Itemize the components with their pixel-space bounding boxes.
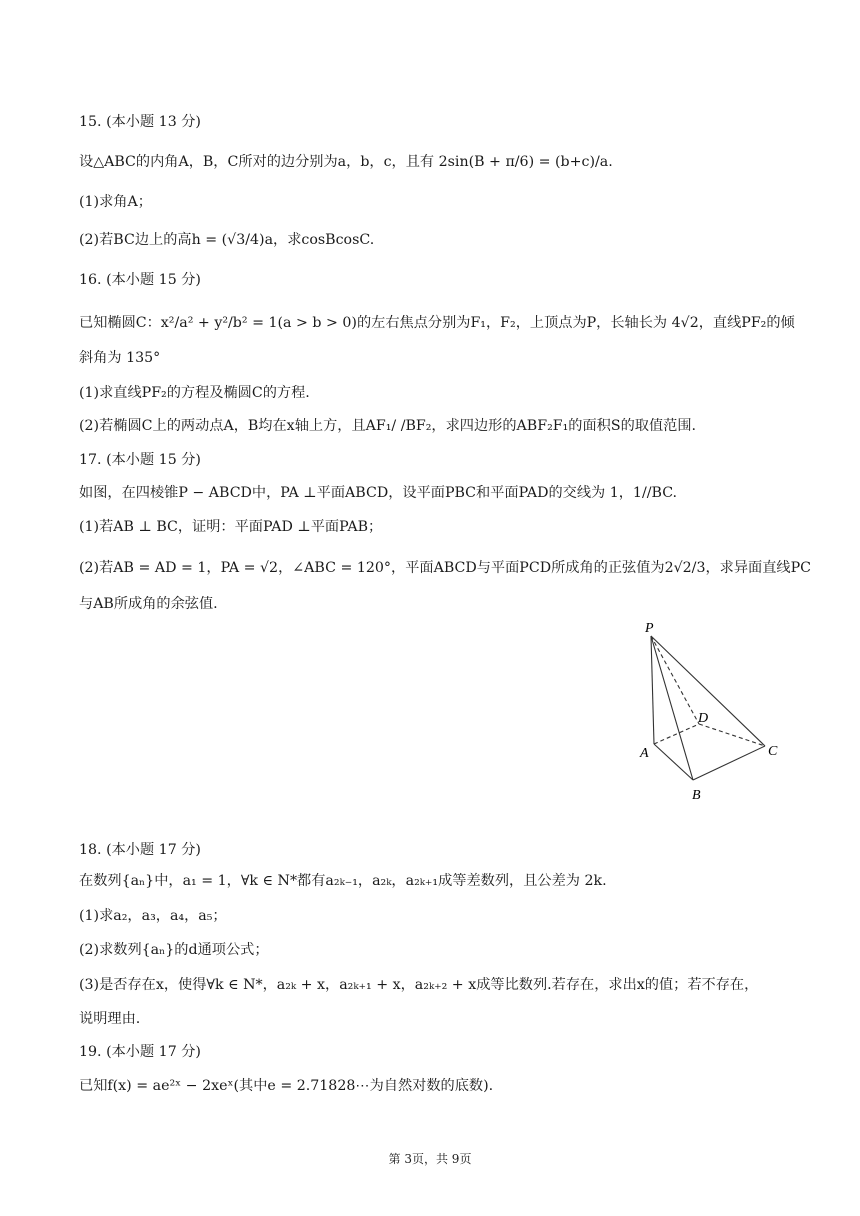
- line-18-part3: (3)是否存在x，使得∀k ∈ N*，a₂ₖ + x，a₂ₖ₊₁ + x，a₂ₖ₊₂ + x成等比数列.若存在，求出x的值；若不存在，: [79, 977, 759, 993]
- vertex-b-label: B: [692, 788, 701, 802]
- pyramid-figure: [630, 622, 790, 802]
- line-16-part2: (2)若椭圆C上的两动点A，B均在x轴上方，且AF₁/ /BF₂，求四边形的ABF₂F₁的面积S的取值范围.: [79, 418, 697, 434]
- line-19-title: 19. (本小题 17 分): [79, 1044, 201, 1060]
- page-footer: 第 3页，共 9页: [388, 1152, 472, 1166]
- line-18-title: 18. (本小题 17 分): [79, 842, 201, 858]
- line-18-stem: 在数列{aₙ}中，a₁ = 1，∀k ∈ N*都有a₂ₖ₋₁，a₂ₖ，a₂ₖ₊₁成等差数列，且公差为 2k.: [79, 873, 607, 889]
- line-17-part1: (1)若AB ⊥ BC，证明：平面PAD ⊥平面PAB；: [79, 519, 383, 535]
- line-17-title: 17. (本小题 15 分): [79, 452, 201, 468]
- vertex-d-label: D: [698, 711, 709, 726]
- line-18-part3-cont: 说明理由.: [79, 1011, 141, 1027]
- vertex-a-label: A: [640, 746, 649, 761]
- line-19-stem: 已知f(x) = ae²ˣ − 2xeˣ(其中e = 2.71828⋯为自然对数的底数).: [79, 1078, 494, 1094]
- line-15-title: 15. (本小题 13 分): [79, 114, 201, 130]
- vertex-c-label: C: [768, 744, 778, 759]
- line-16-stem: 已知椭圆C：x²/a² + y²/b² = 1(a > b > 0)的左右焦点分别为F₁，F₂，上顶点为P，长轴长为 4√2，直线PF₂的倾: [79, 315, 795, 331]
- line-15-stem: 设△ABC的内角A，B，C所对的边分别为a，b，c，且有 2sin(B + π/6) = (b+c)/a.: [79, 154, 613, 170]
- line-15-part2: (2)若BC边上的高h = (√3/4)a，求cosBcosC.: [79, 232, 375, 248]
- line-17-part2-cont: 与AB所成角的余弦值.: [79, 596, 218, 612]
- line-16-title: 16. (本小题 15 分): [79, 272, 201, 288]
- line-18-part1: (1)求a₂，a₃，a₄，a₅；: [79, 908, 227, 924]
- line-18-part2: (2)求数列{aₙ}的d通项公式；: [79, 942, 269, 958]
- vertex-p-label: P: [645, 622, 654, 636]
- line-17-part2: (2)若AB = AD = 1，PA = √2，∠ABC = 120°，平面ABCD与平面PCD所成角的正弦值为2√2/3，求异面直线PC: [79, 560, 812, 576]
- line-16-stem-cont: 斜角为 135°: [79, 350, 161, 366]
- line-16-part1: (1)求直线PF₂的方程及椭圆C的方程.: [79, 385, 310, 401]
- line-17-stem: 如图，在四棱锥P − ABCD中，PA ⊥平面ABCD，设平面PBC和平面PAD的交线为 1，1//BC.: [79, 485, 678, 501]
- line-15-part1: (1)求角A；: [79, 194, 152, 210]
